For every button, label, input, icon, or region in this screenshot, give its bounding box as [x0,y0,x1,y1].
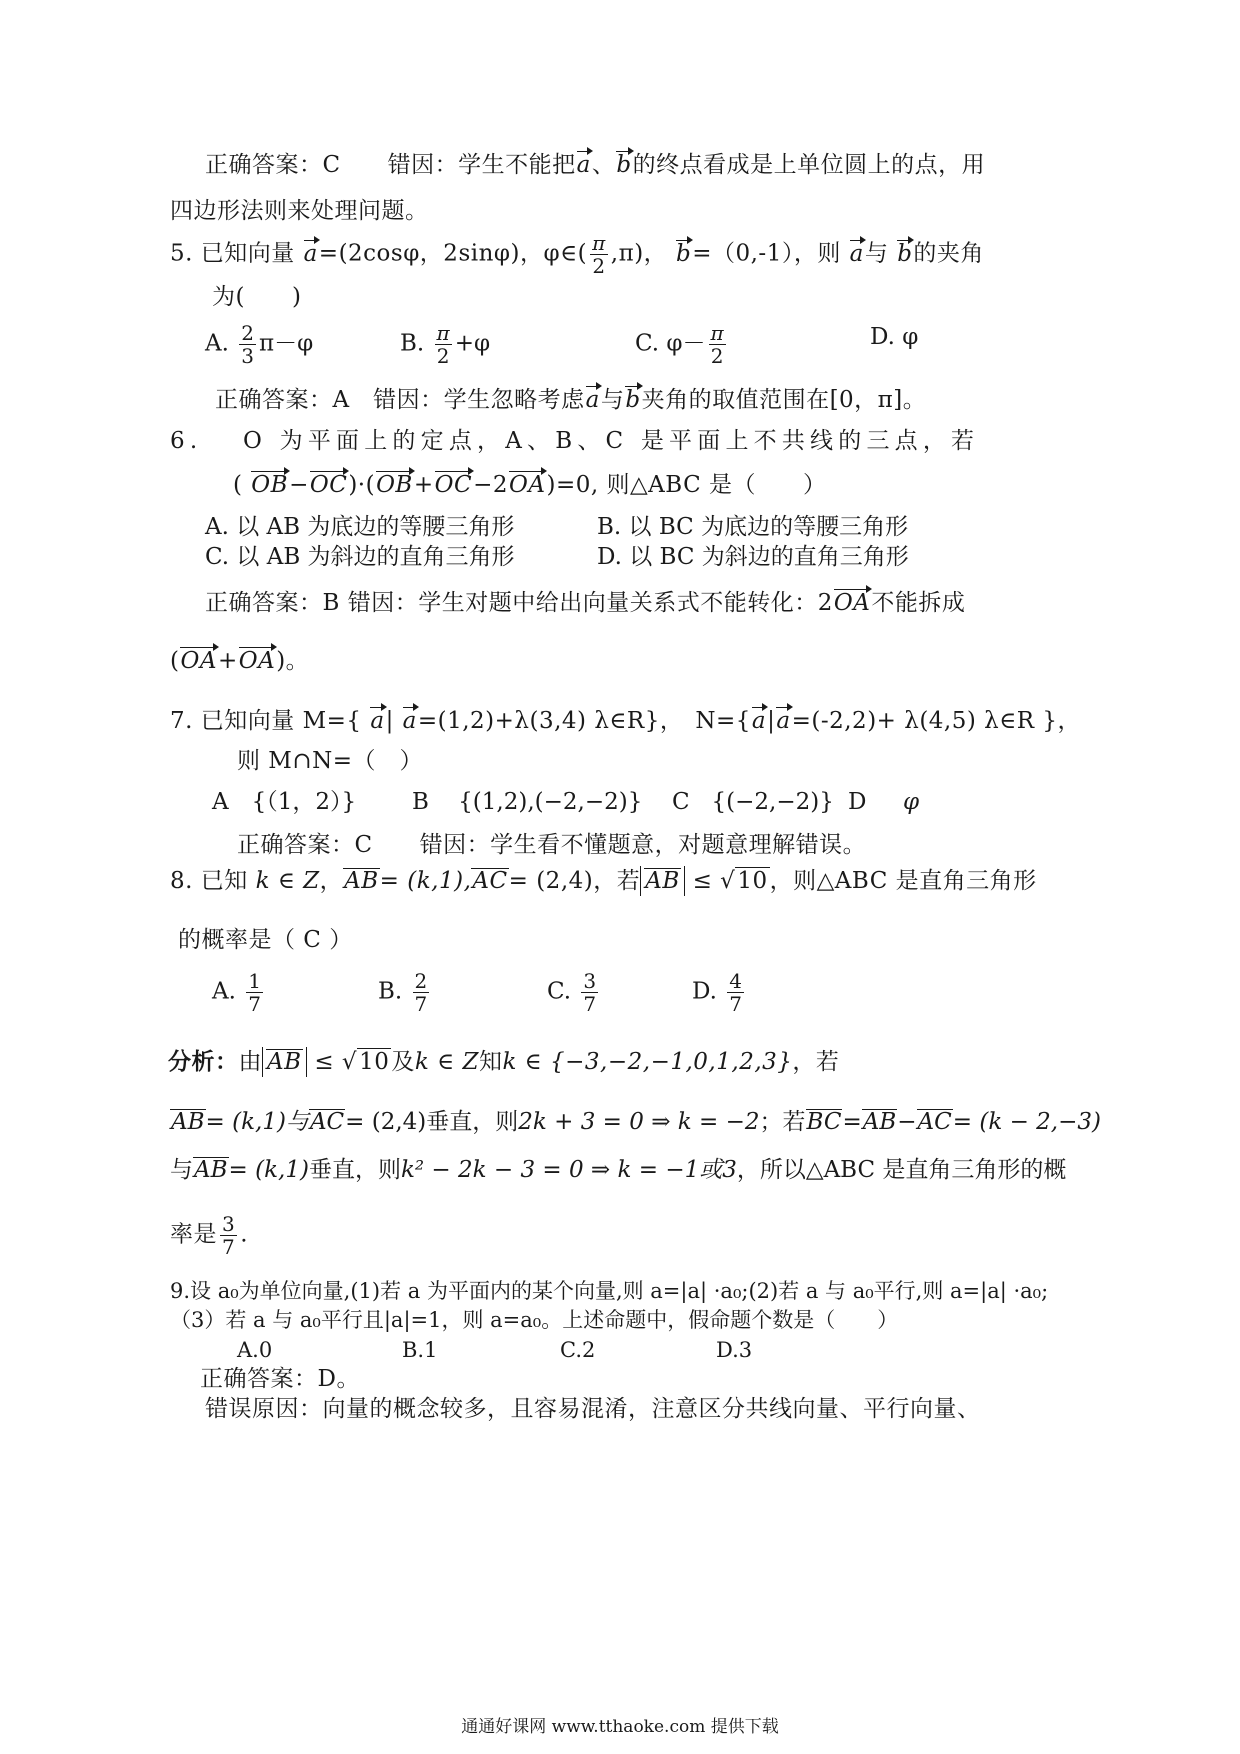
q8-stem-line2: 的概率是（ C ） [178,927,353,953]
q6-stem-line2: ( OB−OC)·(OB+OC−2OA)=0, 则△ABC 是（ ） [233,472,827,498]
q9-option-b: B.1 [402,1338,438,1362]
q5-answer: 正确答案：A 错因：学生忽略考虑a与b夹角的取值范围在[0，π]。 [215,387,927,413]
q7-option-a: A {（1，2）} [212,789,357,815]
q5-stem-line2: 为( ) [212,284,302,310]
q8-analysis-line3: 与AB= (k,1)垂直，则k² − 2k − 3 = 0 ⇒ k = −1或3，所以△ABC 是直角三角形的概 [170,1157,1067,1183]
q6-stem: 6. O 为平面上的定点，A、B、C 是平面上不共线的三点，若 [170,428,980,454]
q9-option-c: C.2 [560,1338,596,1362]
q8-analysis-line1: 分析：由 AB ≤ √10及k ∈ Z知k ∈ {−3,−2,−1,0,1,2,3}，若 [168,1048,840,1075]
q9-option-a: A.0 [237,1338,273,1362]
q6-option-c: C. 以 AB 为斜边的直角三角形 [205,544,515,570]
q8-stem: 8. 已知 k ∈ Z，AB= (k,1),AC= (2,4)，若 AB ≤ √10，则△ABC 是直角三角形 [170,868,1037,894]
q7-option-c: C {(−2,−2)} [672,789,834,815]
q7-option-d: D φ [848,789,920,815]
q6-option-b: B. 以 BC 为底边的等腰三角形 [597,514,909,540]
q6-option-d: D. 以 BC 为斜边的直角三角形 [597,544,909,570]
q6-answer-line2: (OA+OA)。 [170,648,310,674]
q8-option-b: B. $\frac{2}{7}$ [378,969,428,1016]
q5-option-c: C. φ－ $\frac{\pi}{2}$ [635,321,724,368]
q5-stem: 5. 已知向量 a=(2cosφ，2sinφ)，φ∈( $\frac{\pi}{2}$ ,π)， b=（0,-1），则 a与 b的夹角 [170,231,984,278]
q7-stem-line2: 则 M∩N=（ ） [237,748,424,774]
page-footer: 通通好课网 www.tthaoke.com 提供下载 [461,1717,779,1737]
q5-option-a: A. $\frac{2}{3}$ π－φ [205,321,314,368]
q8-option-a: A. $\frac{1}{7}$ [212,969,261,1016]
vector-b: b [616,152,632,178]
q7-answer: 正确答案：C 错因：学生看不懂题意，对题意理解错误。 [237,832,867,858]
q8-option-d: D. $\frac{4}{7}$ [692,969,742,1016]
q9-stem-line2: （3）若 a 与 a₀平行且|a|=1，则 a=a₀。上述命题中，假命题个数是（ ） [170,1308,899,1332]
q4-answer-line2: 四边形法则来处理问题。 [170,198,429,224]
fraction: $\frac{\pi}{2}$ [592,231,606,278]
q9-option-d: D.3 [716,1338,753,1362]
q8-analysis-line4: 率是 $\frac{3}{7}$ . [170,1212,249,1259]
q4-answer-line1: 正确答案：C 错因：学生不能把a、b的终点看成是上单位圆上的点，用 [205,152,986,178]
q7-stem: 7. 已知向量 M={ a| a=(1,2)+λ(3,4) λ∈R}， N={a|a=(-2,2)+ λ(4,5) λ∈R }， [170,708,1082,734]
vector-a: a [303,240,318,267]
vector-a: a [849,240,864,267]
q6-answer: 正确答案：B 错因：学生对题中给出向量关系式不能转化：2OA不能拆成 [205,590,966,616]
q8-analysis-line2: AB= (k,1)与AC= (2,4)垂直，则2k + 3 = 0 ⇒ k = −2；若BC=AB−AC= (k − 2,−3) [171,1109,1101,1135]
q6-option-a: A. 以 AB 为底边的等腰三角形 [205,514,515,540]
q5-option-b: B. $\frac{\pi}{2}$ +φ [400,321,491,368]
q9-stem-line1: 9.设 a₀为单位向量,(1)若 a 为平面内的某个向量,则 a=|a| ·a₀;(2)若 a 与 a₀平行,则 a=|a| ·a₀; [170,1279,1049,1303]
q7-option-b: B {(1,2),(−2,−2)} [412,789,643,815]
vector-b: b [897,240,913,267]
vector-a: a [576,152,591,178]
q9-answer: 正确答案：D。 [200,1366,360,1392]
q9-reason: 错误原因：向量的概念较多，且容易混淆，注意区分共线向量、平行向量、 [205,1396,981,1422]
sqrt: √10 [720,868,768,894]
q8-option-c: C. $\frac{3}{7}$ [547,969,597,1016]
q5-option-d: D. φ [870,324,919,350]
vector-b: b [675,240,692,267]
